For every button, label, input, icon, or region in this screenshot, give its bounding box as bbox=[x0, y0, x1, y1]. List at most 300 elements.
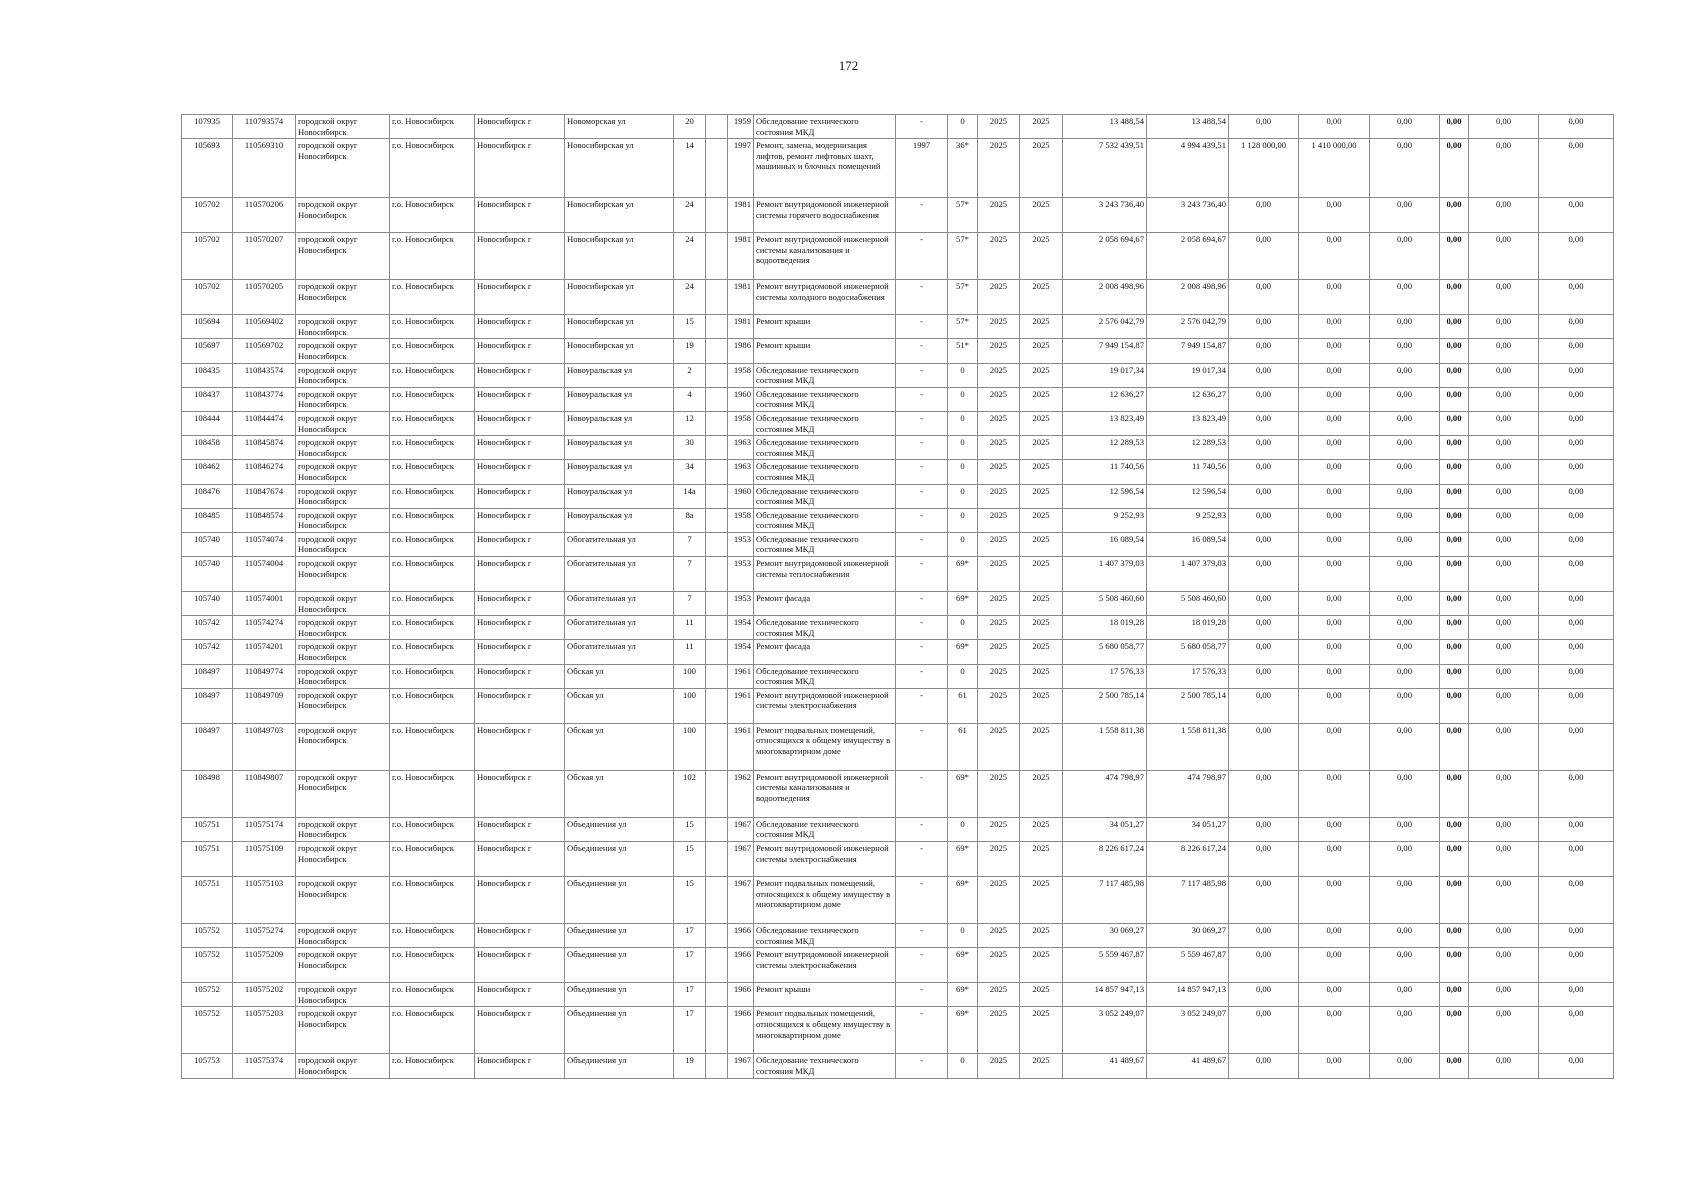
table-cell: Новосибирск г bbox=[475, 592, 565, 616]
table-cell: 110574274 bbox=[233, 616, 296, 640]
table-cell: 105752 bbox=[182, 983, 233, 1007]
table-cell: Обогатительная ул bbox=[565, 557, 674, 592]
table-cell: Новосибирск г bbox=[475, 436, 565, 460]
table-cell: 15 bbox=[674, 877, 706, 924]
table-cell bbox=[706, 460, 728, 484]
table-cell: 0,00 bbox=[1469, 139, 1539, 198]
table-cell bbox=[706, 139, 728, 198]
table-cell: 0,00 bbox=[1539, 411, 1614, 435]
table-cell: 0,00 bbox=[1469, 877, 1539, 924]
table-cell: 0,00 bbox=[1469, 723, 1539, 770]
table-cell: Новосибирск г bbox=[475, 315, 565, 339]
table-cell: 108437 bbox=[182, 387, 233, 411]
table-cell: 2025 bbox=[978, 983, 1020, 1007]
table-cell: Новосибирск г bbox=[475, 339, 565, 363]
table-row bbox=[182, 508, 1614, 532]
table-cell: Новосибирск г bbox=[475, 115, 565, 139]
table-cell: г.о. Новосибирск bbox=[390, 616, 475, 640]
table-cell: 19 017,34 bbox=[1147, 363, 1229, 387]
table-cell: Ремонт крыши bbox=[754, 315, 896, 339]
table-cell: 11 bbox=[674, 640, 706, 664]
table-cell: 0,00 bbox=[1229, 877, 1299, 924]
table-cell: - bbox=[896, 842, 948, 877]
table-cell: 0 bbox=[948, 532, 978, 556]
table-cell: 2025 bbox=[1020, 387, 1063, 411]
table-cell: 0,00 bbox=[1440, 411, 1469, 435]
table-cell: - bbox=[896, 198, 948, 233]
table-cell: 1963 bbox=[728, 460, 754, 484]
table-cell: 0,00 bbox=[1229, 484, 1299, 508]
table-cell: 13 823,49 bbox=[1063, 411, 1147, 435]
table-cell: 0,00 bbox=[1370, 436, 1440, 460]
table-cell: 0,00 bbox=[1469, 363, 1539, 387]
table-cell: 0,00 bbox=[1229, 592, 1299, 616]
table-cell: 105740 bbox=[182, 557, 233, 592]
table-cell: 0,00 bbox=[1229, 508, 1299, 532]
table-cell: 0,00 bbox=[1299, 280, 1370, 315]
table-cell: 24 bbox=[674, 280, 706, 315]
table-cell: Новосибирск г bbox=[475, 280, 565, 315]
table-row bbox=[182, 363, 1614, 387]
table-cell: 0,00 bbox=[1370, 877, 1440, 924]
table-cell bbox=[706, 770, 728, 817]
table-cell: 108497 bbox=[182, 688, 233, 723]
table-cell: г.о. Новосибирск bbox=[390, 1054, 475, 1078]
table-cell: 0,00 bbox=[1299, 877, 1370, 924]
table-cell: 19 bbox=[674, 339, 706, 363]
table-cell: 0,00 bbox=[1440, 688, 1469, 723]
table-row bbox=[182, 688, 1614, 723]
table-cell: - bbox=[896, 948, 948, 983]
table-cell: 1 128 000,00 bbox=[1229, 139, 1299, 198]
table-cell: 1961 bbox=[728, 664, 754, 688]
table-cell: 2025 bbox=[1020, 616, 1063, 640]
table-cell: 2025 bbox=[1020, 723, 1063, 770]
table-cell: 110570206 bbox=[233, 198, 296, 233]
table-cell: 0,00 bbox=[1370, 723, 1440, 770]
table-cell: Ремонт, замена, модернизация лифтов, ремонт лифтовых шахт, машинных и блочных помещений bbox=[754, 139, 896, 198]
table-cell: г.о. Новосибирск bbox=[390, 664, 475, 688]
table-row bbox=[182, 592, 1614, 616]
table-cell: 110843774 bbox=[233, 387, 296, 411]
table-cell: 0,00 bbox=[1539, 688, 1614, 723]
table-cell: городской округ Новосибирск bbox=[296, 1007, 390, 1054]
table-cell: 2025 bbox=[1020, 664, 1063, 688]
table-cell: 0,00 bbox=[1539, 557, 1614, 592]
table-cell: Новосибирск г bbox=[475, 557, 565, 592]
table-cell: 12 596,54 bbox=[1063, 484, 1147, 508]
table-cell: г.о. Новосибирск bbox=[390, 983, 475, 1007]
table-cell: 2025 bbox=[1020, 139, 1063, 198]
table-cell: Новосибирск г bbox=[475, 616, 565, 640]
table-cell: 108476 bbox=[182, 484, 233, 508]
table-cell: 0,00 bbox=[1370, 508, 1440, 532]
table-cell: 110845874 bbox=[233, 436, 296, 460]
table-cell: городской округ Новосибирск bbox=[296, 948, 390, 983]
table-cell: 108444 bbox=[182, 411, 233, 435]
table-cell: 2025 bbox=[978, 817, 1020, 841]
table-cell: 0,00 bbox=[1229, 688, 1299, 723]
table-cell: 0,00 bbox=[1469, 233, 1539, 280]
table-cell: - bbox=[896, 233, 948, 280]
table-cell: 2025 bbox=[978, 315, 1020, 339]
table-cell: 7 949 154,87 bbox=[1147, 339, 1229, 363]
table-cell: Новосибирск г bbox=[475, 688, 565, 723]
table-cell: 0,00 bbox=[1370, 532, 1440, 556]
table-cell: 0,00 bbox=[1469, 508, 1539, 532]
table-row bbox=[182, 280, 1614, 315]
table-cell: - bbox=[896, 115, 948, 139]
table-cell: 0,00 bbox=[1370, 1054, 1440, 1078]
table-row bbox=[182, 233, 1614, 280]
table-cell: Новосибирск г bbox=[475, 842, 565, 877]
table-cell: 2025 bbox=[1020, 640, 1063, 664]
table-cell: г.о. Новосибирск bbox=[390, 924, 475, 948]
table-cell: 69* bbox=[948, 592, 978, 616]
table-cell bbox=[706, 723, 728, 770]
table-cell: - bbox=[896, 411, 948, 435]
table-cell: 1960 bbox=[728, 484, 754, 508]
table-cell: 2025 bbox=[978, 557, 1020, 592]
table-cell: Новоуральская ул bbox=[565, 460, 674, 484]
table-cell: Ремонт внутридомовой инженерной системы электроснабжения bbox=[754, 948, 896, 983]
table-cell: 0,00 bbox=[1539, 387, 1614, 411]
table-cell: 0,00 bbox=[1299, 115, 1370, 139]
table-cell: г.о. Новосибирск bbox=[390, 688, 475, 723]
table-cell: городской округ Новосибирск bbox=[296, 139, 390, 198]
table-cell: 0,00 bbox=[1370, 484, 1440, 508]
table-cell: 1 558 811,38 bbox=[1147, 723, 1229, 770]
table-cell: 0 bbox=[948, 115, 978, 139]
table-cell: 2025 bbox=[1020, 924, 1063, 948]
table-cell: 0,00 bbox=[1299, 640, 1370, 664]
table-cell: 0,00 bbox=[1370, 817, 1440, 841]
table-row bbox=[182, 983, 1614, 1007]
table-cell: 0,00 bbox=[1299, 411, 1370, 435]
table-cell: 0,00 bbox=[1539, 532, 1614, 556]
table-cell: 9 252,93 bbox=[1147, 508, 1229, 532]
table-cell: 8 226 617,24 bbox=[1063, 842, 1147, 877]
table-cell: 0,00 bbox=[1229, 842, 1299, 877]
table-cell: 108462 bbox=[182, 460, 233, 484]
table-cell: Новоуральская ул bbox=[565, 387, 674, 411]
table-cell: 7 117 485,98 bbox=[1147, 877, 1229, 924]
table-cell: 110575103 bbox=[233, 877, 296, 924]
table-cell: 12 596,54 bbox=[1147, 484, 1229, 508]
table-cell: Новосибирск г bbox=[475, 877, 565, 924]
table-cell: 19 bbox=[674, 1054, 706, 1078]
table-cell: 0,00 bbox=[1440, 983, 1469, 1007]
table-cell: 2025 bbox=[978, 508, 1020, 532]
table-cell: Ремонт внутридомовой инженерной системы канализования и водоотведения bbox=[754, 770, 896, 817]
table-cell bbox=[706, 233, 728, 280]
table-cell: 108497 bbox=[182, 723, 233, 770]
table-cell: 105751 bbox=[182, 817, 233, 841]
table-cell: 0,00 bbox=[1370, 924, 1440, 948]
table-cell: 34 051,27 bbox=[1147, 817, 1229, 841]
table-cell: 0 bbox=[948, 1054, 978, 1078]
table-cell: 0,00 bbox=[1370, 842, 1440, 877]
table-cell: 110843574 bbox=[233, 363, 296, 387]
table-cell: г.о. Новосибирск bbox=[390, 723, 475, 770]
table-cell: 0,00 bbox=[1440, 387, 1469, 411]
table-cell: 12 289,53 bbox=[1147, 436, 1229, 460]
table-cell: 0,00 bbox=[1440, 436, 1469, 460]
table-cell: 2025 bbox=[1020, 557, 1063, 592]
table-cell: городской округ Новосибирск bbox=[296, 387, 390, 411]
table-cell: Ремонт крыши bbox=[754, 983, 896, 1007]
table-cell: 110575203 bbox=[233, 1007, 296, 1054]
table-cell: 2025 bbox=[978, 1054, 1020, 1078]
table-cell: Обогатительная ул bbox=[565, 616, 674, 640]
table-cell bbox=[706, 339, 728, 363]
table-cell: г.о. Новосибирск bbox=[390, 842, 475, 877]
table-cell: 1967 bbox=[728, 842, 754, 877]
capital-repair-table bbox=[181, 114, 1614, 1079]
table-row bbox=[182, 436, 1614, 460]
table-cell: Новосибирская ул bbox=[565, 198, 674, 233]
table-cell: 110570207 bbox=[233, 233, 296, 280]
table-cell: 0,00 bbox=[1469, 770, 1539, 817]
table-cell: 2025 bbox=[1020, 198, 1063, 233]
table-cell: 1981 bbox=[728, 280, 754, 315]
table-row bbox=[182, 664, 1614, 688]
table-cell: 2025 bbox=[1020, 948, 1063, 983]
table-cell: 0,00 bbox=[1440, 592, 1469, 616]
table-cell: 0,00 bbox=[1539, 339, 1614, 363]
table-cell: 0 bbox=[948, 460, 978, 484]
table-cell: Обская ул bbox=[565, 688, 674, 723]
table-cell: 2025 bbox=[978, 139, 1020, 198]
table-cell: 7 532 439,51 bbox=[1063, 139, 1147, 198]
table-cell: 0,00 bbox=[1469, 315, 1539, 339]
table-cell: городской округ Новосибирск bbox=[296, 198, 390, 233]
table-cell: 110849774 bbox=[233, 664, 296, 688]
table-cell: 41 489,67 bbox=[1063, 1054, 1147, 1078]
table-body bbox=[182, 115, 1614, 1079]
table-cell: Ремонт подвальных помещений, относящихся к общему имуществу в многоквартирном доме bbox=[754, 1007, 896, 1054]
table-cell: 0,00 bbox=[1469, 460, 1539, 484]
table-cell: 9 252,93 bbox=[1063, 508, 1147, 532]
table-cell: 0,00 bbox=[1229, 640, 1299, 664]
table-cell bbox=[706, 924, 728, 948]
table-cell: 0,00 bbox=[1539, 115, 1614, 139]
table-cell: Ремонт внутридомовой инженерной системы теплоснабжения bbox=[754, 557, 896, 592]
table-row bbox=[182, 842, 1614, 877]
table-cell: Новосибирск г bbox=[475, 983, 565, 1007]
table-cell: 0,00 bbox=[1299, 616, 1370, 640]
table-cell: г.о. Новосибирск bbox=[390, 770, 475, 817]
table-cell: 0,00 bbox=[1469, 640, 1539, 664]
table-cell: 0,00 bbox=[1440, 948, 1469, 983]
table-cell: 2025 bbox=[1020, 484, 1063, 508]
table-cell bbox=[706, 664, 728, 688]
table-cell: 0,00 bbox=[1539, 363, 1614, 387]
table-cell: г.о. Новосибирск bbox=[390, 948, 475, 983]
table-cell: 0,00 bbox=[1229, 198, 1299, 233]
table-cell: г.о. Новосибирск bbox=[390, 387, 475, 411]
table-cell: 0 bbox=[948, 363, 978, 387]
table-cell: 69* bbox=[948, 948, 978, 983]
table-cell: 0,00 bbox=[1539, 592, 1614, 616]
table-cell: городской округ Новосибирск bbox=[296, 233, 390, 280]
table-cell: городской округ Новосибирск bbox=[296, 924, 390, 948]
table-cell: 0,00 bbox=[1229, 460, 1299, 484]
table-cell: г.о. Новосибирск bbox=[390, 233, 475, 280]
table-cell: - bbox=[896, 339, 948, 363]
table-cell: 110793574 bbox=[233, 115, 296, 139]
table-cell: 0 bbox=[948, 616, 978, 640]
table-cell: 0,00 bbox=[1469, 1007, 1539, 1054]
table-cell: 105694 bbox=[182, 315, 233, 339]
table-row bbox=[182, 115, 1614, 139]
table-cell: 474 798,97 bbox=[1147, 770, 1229, 817]
table-cell bbox=[706, 411, 728, 435]
table-cell: Новосибирская ул bbox=[565, 233, 674, 280]
table-cell: городской округ Новосибирск bbox=[296, 557, 390, 592]
table-cell: 0,00 bbox=[1539, 460, 1614, 484]
table-cell bbox=[706, 983, 728, 1007]
table-cell: г.о. Новосибирск bbox=[390, 877, 475, 924]
table-cell: г.о. Новосибирск bbox=[390, 363, 475, 387]
table-cell: Объединения ул bbox=[565, 877, 674, 924]
table-cell: 0,00 bbox=[1469, 1054, 1539, 1078]
table-cell: 2025 bbox=[978, 664, 1020, 688]
table-cell: г.о. Новосибирск bbox=[390, 139, 475, 198]
table-row bbox=[182, 339, 1614, 363]
table-cell: Обследование технического состояния МКД bbox=[754, 1054, 896, 1078]
table-cell: 2 008 498,96 bbox=[1063, 280, 1147, 315]
table-cell: 1997 bbox=[728, 139, 754, 198]
table-cell: 0,00 bbox=[1370, 387, 1440, 411]
table-cell: 0,00 bbox=[1469, 436, 1539, 460]
table-cell: 2 bbox=[674, 363, 706, 387]
table-cell: 69* bbox=[948, 770, 978, 817]
table-cell: 2025 bbox=[978, 387, 1020, 411]
table-cell: 2025 bbox=[978, 842, 1020, 877]
table-cell: 1967 bbox=[728, 877, 754, 924]
table-cell: 108458 bbox=[182, 436, 233, 460]
table-row bbox=[182, 460, 1614, 484]
table-cell: 7 bbox=[674, 557, 706, 592]
table-cell: - bbox=[896, 557, 948, 592]
table-cell: Обследование технического состояния МКД bbox=[754, 387, 896, 411]
table-cell: - bbox=[896, 1054, 948, 1078]
page-number: 172 bbox=[838, 58, 859, 73]
table-cell: 12 636,27 bbox=[1147, 387, 1229, 411]
table-cell: 0,00 bbox=[1440, 723, 1469, 770]
table-cell: 2025 bbox=[1020, 315, 1063, 339]
table-cell: 105753 bbox=[182, 1054, 233, 1078]
table-cell: 7 bbox=[674, 592, 706, 616]
table-cell: - bbox=[896, 363, 948, 387]
table-cell: г.о. Новосибирск bbox=[390, 1007, 475, 1054]
table-cell: 15 bbox=[674, 315, 706, 339]
table-cell: 2025 bbox=[978, 616, 1020, 640]
table-cell: 0,00 bbox=[1229, 532, 1299, 556]
table-cell: 0,00 bbox=[1229, 1007, 1299, 1054]
table-cell: 0 bbox=[948, 817, 978, 841]
table-cell: 2025 bbox=[978, 436, 1020, 460]
table-cell: Ремонт фасада bbox=[754, 640, 896, 664]
table-cell: 8 226 617,24 bbox=[1147, 842, 1229, 877]
table-cell: 0,00 bbox=[1299, 770, 1370, 817]
table-cell: 1 410 000,00 bbox=[1299, 139, 1370, 198]
table-cell: 110849703 bbox=[233, 723, 296, 770]
table-cell: 108435 bbox=[182, 363, 233, 387]
table-cell: 0 bbox=[948, 411, 978, 435]
table-cell: 0,00 bbox=[1469, 948, 1539, 983]
table-cell: г.о. Новосибирск bbox=[390, 592, 475, 616]
table-cell: 0,00 bbox=[1299, 924, 1370, 948]
table-cell: 0,00 bbox=[1299, 948, 1370, 983]
table-cell: 2025 bbox=[1020, 1007, 1063, 1054]
table-cell: 2025 bbox=[1020, 877, 1063, 924]
table-cell: Обская ул bbox=[565, 770, 674, 817]
table-cell: 1953 bbox=[728, 557, 754, 592]
table-cell: 110575202 bbox=[233, 983, 296, 1007]
table-cell: 17 bbox=[674, 948, 706, 983]
table-cell: 110844474 bbox=[233, 411, 296, 435]
table-cell: 0,00 bbox=[1299, 436, 1370, 460]
table-cell: Ремонт внутридомовой инженерной системы холодного водоснабжения bbox=[754, 280, 896, 315]
table-cell: 0,00 bbox=[1370, 983, 1440, 1007]
table-cell: 0,00 bbox=[1229, 948, 1299, 983]
table-cell: 0,00 bbox=[1299, 842, 1370, 877]
table-cell: 0,00 bbox=[1440, 817, 1469, 841]
table-cell: 102 bbox=[674, 770, 706, 817]
table-cell: 0,00 bbox=[1539, 817, 1614, 841]
table-cell: городской округ Новосибирск bbox=[296, 770, 390, 817]
table-cell: - bbox=[896, 532, 948, 556]
table-cell: Новоуральская ул bbox=[565, 411, 674, 435]
table-cell: 4 bbox=[674, 387, 706, 411]
table-cell: 34 051,27 bbox=[1063, 817, 1147, 841]
table-cell: 0 bbox=[948, 924, 978, 948]
table-cell: 0,00 bbox=[1440, 924, 1469, 948]
table-cell: 1953 bbox=[728, 532, 754, 556]
table-cell: 108498 bbox=[182, 770, 233, 817]
table-cell: 0,00 bbox=[1229, 616, 1299, 640]
table-cell: 0,00 bbox=[1469, 198, 1539, 233]
table-cell: 2025 bbox=[978, 640, 1020, 664]
table-cell bbox=[706, 616, 728, 640]
table-cell: 0 bbox=[948, 484, 978, 508]
table-cell: - bbox=[896, 484, 948, 508]
table-cell: Новосибирск г bbox=[475, 723, 565, 770]
table-cell: 0,00 bbox=[1370, 315, 1440, 339]
table-cell: 0,00 bbox=[1469, 532, 1539, 556]
table-cell: Обогатительная ул bbox=[565, 640, 674, 664]
table-cell: Объединения ул bbox=[565, 817, 674, 841]
table-cell: Новосибирск г bbox=[475, 363, 565, 387]
table-cell: 0,00 bbox=[1299, 315, 1370, 339]
table-cell: 0,00 bbox=[1370, 616, 1440, 640]
table-cell: 0,00 bbox=[1299, 363, 1370, 387]
table-cell: Обследование технического состояния МКД bbox=[754, 436, 896, 460]
table-cell: 0,00 bbox=[1229, 363, 1299, 387]
table-cell: 110848574 bbox=[233, 508, 296, 532]
table-cell: 51* bbox=[948, 339, 978, 363]
table-cell: 0,00 bbox=[1370, 770, 1440, 817]
table-cell: 0,00 bbox=[1229, 411, 1299, 435]
table-cell: 0,00 bbox=[1370, 233, 1440, 280]
table-cell: 1967 bbox=[728, 1054, 754, 1078]
table-cell: 18 019,28 bbox=[1147, 616, 1229, 640]
table-cell: 0,00 bbox=[1370, 115, 1440, 139]
table-cell bbox=[706, 817, 728, 841]
table-cell: Обогатительная ул bbox=[565, 532, 674, 556]
